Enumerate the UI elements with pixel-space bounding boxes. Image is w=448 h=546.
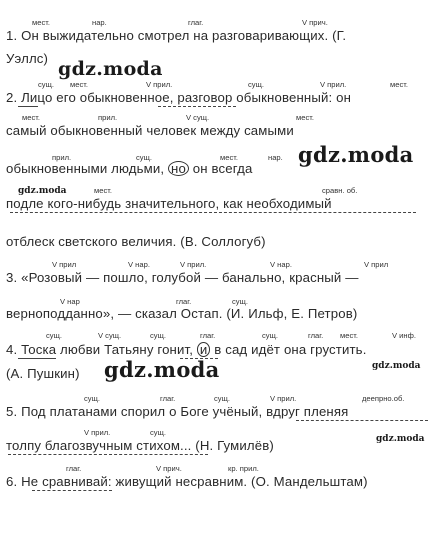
watermark-logo: gdz.moda bbox=[372, 361, 421, 371]
sentence-2-line-3 bbox=[6, 161, 252, 177]
annotation: мест. bbox=[390, 80, 408, 89]
annotation: сравн. об. bbox=[322, 186, 358, 195]
annotation: мест. bbox=[70, 80, 88, 89]
underline-participial bbox=[8, 454, 208, 455]
annotation: V прил. bbox=[84, 428, 111, 437]
annotation: V прил. bbox=[320, 80, 347, 89]
sentence-1-line-1: 1. Он выжидательно смотрел на разговаривающих. (Г. bbox=[6, 28, 347, 43]
sentence-text: в сад идёт она грустить. bbox=[214, 342, 367, 357]
annotation: сущ. bbox=[84, 394, 100, 403]
sentence-2-line-2: самый обыкновенный человек между самыми bbox=[6, 123, 294, 138]
annotation: кр. прил. bbox=[228, 464, 259, 473]
annotation: глаг. bbox=[160, 394, 176, 403]
sentence-1-line-2: Уэллс) bbox=[6, 51, 49, 66]
annotation: мест. bbox=[22, 113, 40, 122]
annotation: V сущ. bbox=[186, 113, 210, 122]
annotation: V прил bbox=[52, 260, 77, 269]
sentence-2-line-4: подле кого-нибудь значительного, как необходимый bbox=[6, 196, 332, 211]
annotation: глаг. bbox=[200, 331, 216, 340]
watermark-logo: gdz.moda bbox=[58, 58, 163, 80]
annotation: нар. bbox=[268, 153, 283, 162]
sentence-2-line-1: 2. Лицо его обыкновенное, разговор обыкновенный: он bbox=[6, 90, 352, 105]
annotation: прил. bbox=[98, 113, 118, 122]
annotation: V прич. bbox=[156, 464, 182, 473]
annotation: сущ. bbox=[248, 80, 264, 89]
sentence-4-line-2: (А. Пушкин) bbox=[6, 366, 80, 381]
watermark-logo: gdz.moda bbox=[18, 186, 67, 196]
annotation: V прил bbox=[364, 260, 389, 269]
annotation: прил. bbox=[52, 153, 72, 162]
annotation: глаг. bbox=[176, 297, 192, 306]
annotation: сущ. bbox=[214, 394, 230, 403]
annotation: V прил. bbox=[180, 260, 207, 269]
underline-comparative bbox=[10, 212, 416, 213]
annotation: сущ. bbox=[150, 428, 166, 437]
annotation: V прил. bbox=[270, 394, 297, 403]
annotation: сущ. bbox=[232, 297, 248, 306]
sentence-text: 4. Тоска любви Татьяну гонит, bbox=[6, 342, 194, 357]
circled-conjunction: и bbox=[197, 342, 211, 357]
annotation: сущ. bbox=[38, 80, 54, 89]
underline-subject bbox=[18, 106, 38, 107]
annotation: нар. bbox=[92, 18, 107, 27]
underline-participial bbox=[296, 420, 428, 421]
annotation: мест. bbox=[296, 113, 314, 122]
sentence-4-line-1 bbox=[6, 342, 367, 358]
sentence-3-line-2: верноподданно», — сказал Остап. (И. Ильф, Е. Петров) bbox=[6, 306, 358, 321]
annotation: сущ. bbox=[262, 331, 278, 340]
watermark-logo: gdz.moda bbox=[376, 434, 425, 444]
annotation: глаг. bbox=[66, 464, 82, 473]
sentence-5-line-1: 5. Под платанами спорил о Боге учёный, вдруг пленяя bbox=[6, 404, 349, 419]
annotation: мест. bbox=[220, 153, 238, 162]
annotation: V инф. bbox=[392, 331, 416, 340]
watermark-logo: gdz.moda bbox=[104, 357, 220, 382]
sentence-text: он всегда bbox=[192, 161, 253, 176]
sentence-5-line-2: толпу благозвучным стихом... (Н. Гумилёв) bbox=[6, 438, 274, 453]
underline-predicate bbox=[32, 490, 112, 491]
sentence-2-line-5: отблеск светского величия. (В. Соллогуб) bbox=[6, 234, 266, 249]
annotation: деепрно.об. bbox=[362, 394, 405, 403]
underline-subject bbox=[18, 358, 56, 359]
annotation: V прил. bbox=[146, 80, 173, 89]
annotation: глаг. bbox=[188, 18, 204, 27]
sentence-text: обыкновенными людьми, bbox=[6, 161, 165, 176]
annotation: мест. bbox=[340, 331, 358, 340]
annotation: мест. bbox=[32, 18, 50, 27]
annotation: V нар. bbox=[270, 260, 292, 269]
annotation: сущ. bbox=[46, 331, 62, 340]
sentence-3-line-1: 3. «Розовый — пошло, голубой — банально, красный — bbox=[6, 270, 359, 285]
annotation: глаг. bbox=[308, 331, 324, 340]
annotation: сущ. bbox=[136, 153, 152, 162]
annotation: V нар. bbox=[128, 260, 150, 269]
circled-conjunction: но bbox=[168, 161, 189, 176]
annotation: мест. bbox=[94, 186, 112, 195]
annotation: V нар bbox=[60, 297, 80, 306]
annotation: V прич. bbox=[302, 18, 328, 27]
annotation: V сущ. bbox=[98, 331, 122, 340]
watermark-logo: gdz.moda bbox=[298, 142, 414, 167]
underline-predicate bbox=[158, 106, 236, 107]
annotation: сущ. bbox=[150, 331, 166, 340]
sentence-6-line-1: 6. Не сравнивай: живущий несравним. (О. Мандельштам) bbox=[6, 474, 368, 489]
